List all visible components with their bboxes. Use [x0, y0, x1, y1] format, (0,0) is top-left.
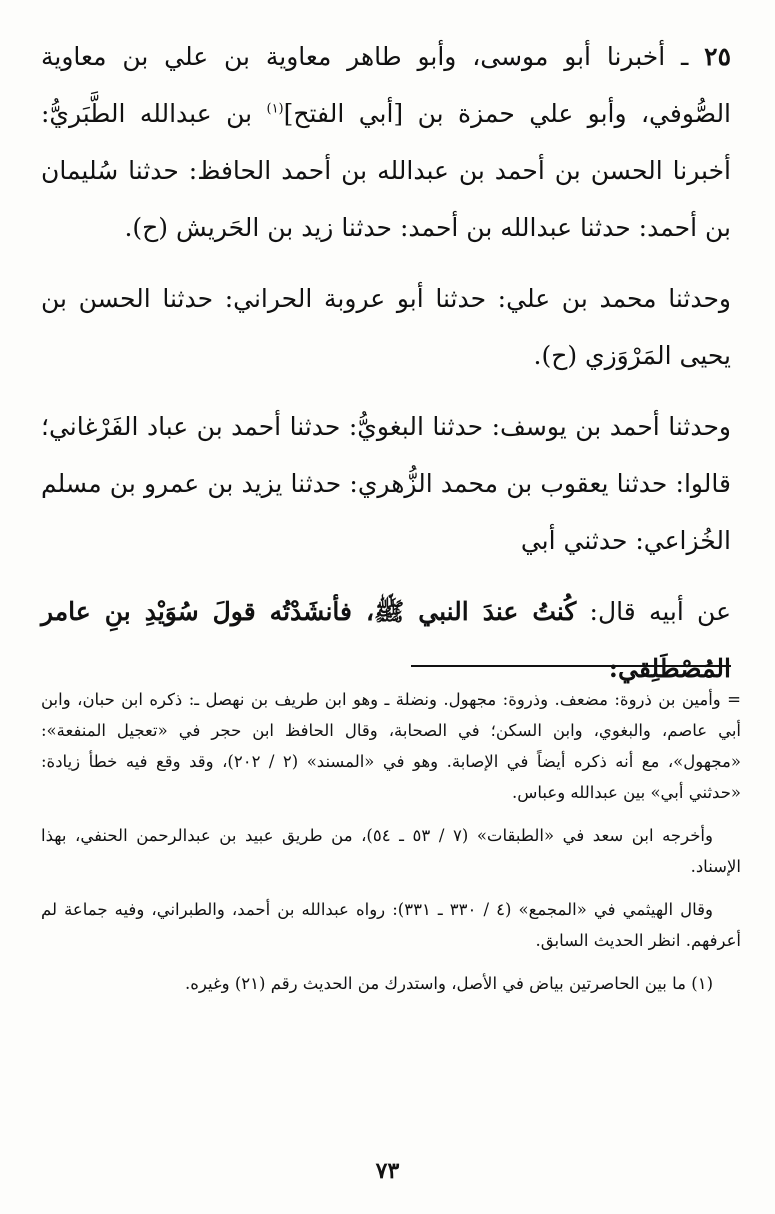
hadith-paragraph-4	[41, 583, 731, 697]
footnote-paragraph: وقال الهيثمي في «المجمع» (٤ / ٣٣٠ ـ ٣٣١): رواه عبدالله بن أحمد، والطبراني، وفيه جماعة لم أعرفهم. انظر الحديث السابق.	[41, 900, 741, 950]
matn-intro: عن أبيه قال:	[576, 597, 731, 626]
footnotes	[41, 684, 741, 1011]
main-text	[41, 28, 731, 711]
matn-text: كُنتُ عندَ النبي ﷺ، فأنشَدْتُه قولَ سُوَيْدِ بنِ عامر المُصْطَلِقي:	[41, 597, 731, 683]
hadith-paragraph-3: وحدثنا أحمد بن يوسف: حدثنا البغويُّ: حدثنا أحمد بن عباد الفَرْغاني؛ قالوا: حدثنا يعقوب بن محمد الزُّهري: حدثنا يزيد بن عمرو بن مسلم الخُزاعي: حدثني أبي	[41, 412, 731, 555]
hadith-paragraph-2: وحدثنا محمد بن علي: حدثنا أبو عروبة الحراني: حدثنا الحسن بن يحيى المَرْوَزي (ح).	[41, 284, 731, 370]
isnad-part-2: بن عبدالله الطَّبَريُّ: أخبرنا الحسن بن أحمد بن عبدالله بن أحمد الحافظ: حدثنا سُليمان بن أحمد: حدثنا عبدالله بن أحمد: حدثنا زيد بن الحَريش (ح).	[41, 99, 731, 242]
hadith-paragraph-1	[41, 28, 731, 256]
footnote-continuation: = وأمين بن ذروة: مضعف. وذروة: مجهول. ونضلة ـ وهو ابن طريف بن نهصل ـ: ذكره ابن حبان، وابن أبي عاصم، والبغوي، وابن السكن؛ في الصحابة، وقال الحافظ ابن حجر في «تعجيل المنفعة»: «مجهول»، مع أنه ذكره أيضاً في الإصابة. وهو في «المسند» (٢ / ٢٠٢)، وقد وقع فيه خطأ زيادة: «حدثني أبي» بين عبدالله وعباس.	[41, 690, 741, 802]
footnote-separator	[411, 665, 731, 667]
footnote-1: (١) ما بين الحاصرتين بياض في الأصل، واستدرك من الحديث رقم (٢١) وغيره.	[185, 974, 713, 993]
footnote-paragraph: وأخرجه ابن سعد في «الطبقات» (٧ / ٥٣ ـ ٥٤)، من طريق عبيد بن عبدالرحمن الحنفي، بهذا الإسناد.	[41, 826, 741, 876]
isnad-part-1: ـ أخبرنا أبو موسى، وأبو طاهر معاوية بن علي بن معاوية الصُّوفي، وأبو علي حمزة بن [أبي الفتح]	[41, 42, 732, 128]
hadith-number: ٢٥	[704, 42, 731, 71]
footnote-marker: (١)	[266, 101, 284, 117]
page-number: ٧٣	[375, 1158, 400, 1184]
